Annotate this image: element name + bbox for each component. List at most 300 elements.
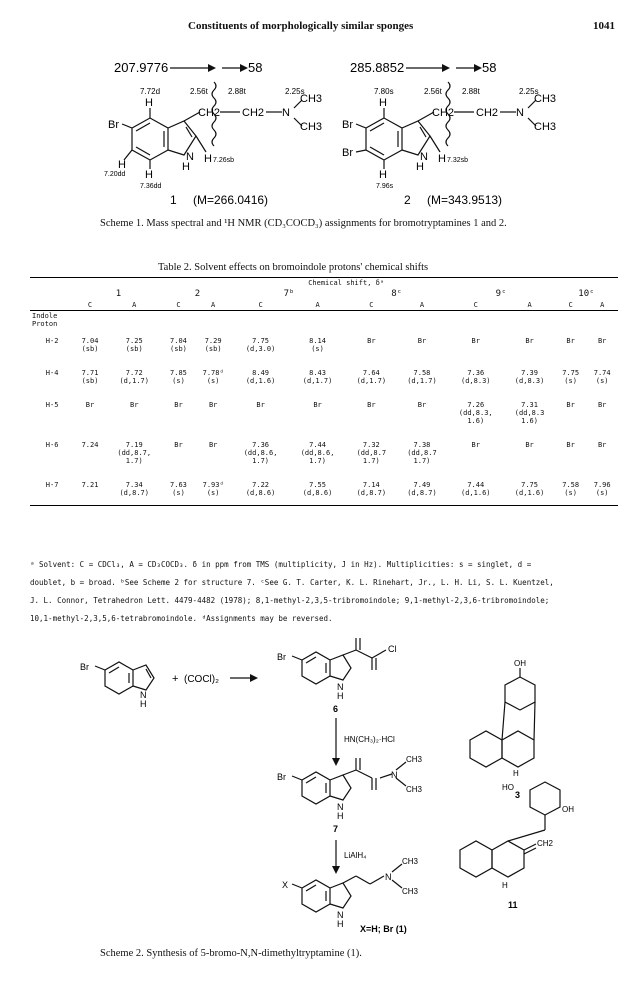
shift-cell-line: Br	[313, 401, 322, 409]
compound11-h: H	[502, 881, 508, 890]
shift-cell	[163, 433, 195, 473]
shift-cell-line: (dd,8.7,	[117, 449, 152, 457]
shift-cell	[397, 433, 448, 473]
mol2-nh: H	[416, 161, 424, 173]
shift-cell-line: Br	[525, 441, 534, 449]
shift-cell-line: (s)	[206, 489, 220, 497]
scheme2-structures	[0, 630, 624, 940]
table-row	[30, 473, 618, 506]
mol2-br-b: Br	[342, 147, 353, 159]
shift-cell	[447, 361, 504, 393]
shift-cell-line: 7.58	[413, 369, 431, 377]
proton-label: H-5	[45, 401, 59, 409]
empty-cell	[232, 311, 289, 330]
shift-cell-line: Br	[85, 401, 95, 409]
compound-header: 7ᵇ	[283, 289, 295, 299]
product-x: X	[282, 880, 289, 890]
product-n-ring: N	[337, 910, 344, 920]
shift-cell	[555, 393, 587, 433]
shift-cell-line: Br	[597, 401, 607, 409]
shift-cell-line: (sb)	[81, 377, 99, 385]
mol1-arrow-right-head	[240, 64, 248, 72]
shift-cell	[504, 473, 555, 506]
shift-cell-line: 7.63	[170, 481, 187, 489]
mol1-shift-2-25: 2.25s	[285, 87, 305, 96]
compound7-h: H	[337, 811, 344, 821]
shift-cell-line: (d,1.6)	[245, 377, 276, 385]
shift-cell	[194, 433, 232, 473]
shift-cell-line: 8.49	[252, 369, 269, 377]
shift-cell-line: (d,1.7)	[302, 377, 333, 385]
shift-cell-line: 7.04	[81, 337, 99, 345]
compound6-pyrrole-ring	[330, 655, 351, 680]
shift-cell-line: (d,1.7)	[119, 377, 149, 385]
compound3-oh: OH	[514, 659, 526, 668]
row-header-line: Proton	[32, 320, 58, 328]
shift-cell-line: (s)	[564, 377, 577, 385]
shift-cell-line: 1.7)	[413, 457, 431, 465]
shift-cell	[346, 433, 397, 473]
mol1-arrow-left-head	[208, 64, 216, 72]
table-row	[30, 393, 618, 433]
shift-cell-line: (d,1.7)	[407, 377, 437, 385]
shift-cell-line: 7.24	[81, 441, 99, 449]
mol2-frag-mass: 285.8852	[350, 60, 405, 75]
shift-cell-line: 7.25	[125, 337, 143, 345]
solvent-header: C	[74, 300, 106, 311]
shift-cell-line: (s)	[172, 377, 185, 385]
shift-cell-line: Br	[256, 401, 265, 409]
row-header	[30, 311, 74, 330]
compound7-n: N	[391, 770, 398, 780]
mol1-ch2-b: CH2	[242, 107, 265, 119]
shift-cell-line: 7.44	[467, 481, 485, 489]
shift-cell-line: Br	[566, 337, 575, 345]
shift-cell-line: 7.96	[593, 481, 611, 489]
mol2-benzene-ring	[366, 118, 402, 160]
shift-cell	[504, 361, 555, 393]
reagent-dimethylamine: HN(CH₃)₂·HCl	[344, 735, 395, 744]
shift-cell-line: 1.7)	[362, 457, 380, 465]
mol1-n: N	[282, 107, 290, 119]
mol1-h-7: H	[145, 169, 153, 181]
shift-cell-line: Br	[174, 401, 183, 409]
shift-cell-line: 7.44	[309, 441, 326, 449]
shift-cell-line: 7.32	[362, 441, 380, 449]
shift-cell	[74, 473, 106, 506]
scheme1-structures	[0, 38, 624, 213]
shift-cell-line: 1.7)	[125, 457, 143, 465]
shift-cell-line: Br	[174, 441, 183, 449]
shift-cell	[194, 393, 232, 433]
compound7-ch3-b: CH3	[406, 785, 423, 794]
mol1-h-6: H	[118, 159, 126, 171]
shift-cell	[74, 329, 106, 361]
reagent-lialh4: LiAlH₄	[344, 851, 367, 860]
shift-cell-line: 7.31	[521, 401, 538, 409]
compound7-n-ring: N	[337, 802, 344, 812]
shift-cell-line: (s)	[206, 377, 220, 385]
footnote-line: 10,1-methyl-2,3,5,6-tetrabromoindole. ᵈAssignments may be reversed.	[30, 614, 333, 623]
shift-cell-line: 7.36	[467, 369, 485, 377]
shift-cell	[555, 361, 587, 393]
shift-cell	[586, 433, 618, 473]
mol2-pyrrole-ring	[402, 121, 430, 155]
shift-cell	[232, 393, 289, 433]
shift-cell	[504, 329, 555, 361]
mol1-ch2-a: CH2	[198, 107, 221, 119]
shift-cell-line: 7.38	[413, 441, 431, 449]
table-title: Table 2. Solvent effects on bromoindole protons' chemical shifts	[158, 262, 429, 273]
compound11-oh: OH	[562, 805, 574, 814]
shift-cell-line: 7.14	[362, 481, 380, 489]
shift-cell-line: 7.58	[562, 481, 580, 489]
shift-cell-line: Br	[367, 401, 376, 409]
mol1-pyrrole-ring	[168, 121, 196, 155]
shift-cell	[447, 473, 504, 506]
compound11-label: 11	[508, 900, 518, 910]
shift-cell-line: 7.93ᵈ	[202, 481, 224, 489]
shift-cell-line: 7.71	[81, 369, 99, 377]
shift-cell-line: (sb)	[125, 345, 143, 353]
shift-cell-line: 7.34	[125, 481, 143, 489]
empty-cell	[447, 311, 504, 330]
mol2-label: 2	[404, 193, 411, 207]
mol2-shift-2-88: 2.88t	[462, 87, 480, 96]
shift-cell-line: 7.75	[562, 369, 580, 377]
shift-cell-line: 7.55	[309, 481, 326, 489]
mol2-ch2-a: CH2	[432, 107, 455, 119]
compound11-ring-a	[460, 841, 492, 877]
shift-cell	[232, 433, 289, 473]
shift-cell	[447, 329, 504, 361]
shift-cell-line: 1.7)	[252, 457, 269, 465]
shift-cell-line: (s)	[595, 377, 609, 385]
shift-cell-line: (dd,8.6,	[243, 449, 278, 457]
table-corner-cell	[30, 278, 74, 289]
footnote-line: doublet, b = broad. ᵇSee Scheme 2 for structure 7. ᶜSee G. T. Carter, K. L. Rinehart, Jr., L. H. Li, S. L. Kuentzel,	[30, 578, 554, 587]
mol1-shift-7-36: 7.36dd	[140, 183, 162, 190]
mol2-shift-2-25: 2.25s	[519, 87, 539, 96]
mol2-shift-7-96: 7.96s	[376, 183, 394, 190]
shift-cell-line: 7.85	[170, 369, 187, 377]
mol2-n: N	[516, 107, 524, 119]
table-row	[30, 329, 618, 361]
compound11-ho: HO	[502, 783, 514, 792]
mol1-h-top: H	[145, 97, 153, 109]
shift-cell-line: 7.21	[81, 481, 99, 489]
compound7-pyrrole-ring	[330, 775, 351, 800]
bromoindole-h: H	[140, 699, 147, 709]
shift-cell-line: (d,8.3)	[514, 377, 545, 385]
mol1-frag-mass: 207.9776	[114, 60, 169, 75]
mol1-br: Br	[108, 119, 119, 131]
shift-cell	[232, 361, 289, 393]
empty-cell	[289, 311, 346, 330]
mol1-mass: (M=266.0416)	[193, 193, 269, 207]
table-header-row	[30, 278, 618, 289]
shift-cell-line: Br	[597, 441, 607, 449]
mol1-ch3-a: CH3	[300, 93, 323, 105]
shift-cell-line: Br	[566, 401, 575, 409]
shift-cell-line: (sb)	[204, 345, 222, 353]
mol2-shift-2-56: 2.56t	[424, 87, 442, 96]
shift-cell	[106, 473, 163, 506]
solvent-header: A	[504, 300, 555, 311]
mol2-ch3-a: CH3	[534, 93, 557, 105]
mol1-n-ring: N	[186, 151, 194, 163]
shift-cell	[504, 393, 555, 433]
mol1-benzene-ring	[132, 118, 168, 160]
compound-header: 1	[115, 289, 122, 299]
shift-cell-line: 7.49	[413, 481, 431, 489]
shift-cell	[106, 329, 163, 361]
plus-sign: +	[172, 673, 179, 685]
empty-cell	[555, 311, 587, 330]
mol2-arrow-left-head	[442, 64, 450, 72]
shift-cell	[106, 393, 163, 433]
shift-cell-line: Br	[471, 337, 480, 345]
mol2-ch2-b: CH2	[476, 107, 499, 119]
mol1-shift-2-88: 2.88t	[228, 87, 246, 96]
solvent-header: A	[289, 300, 346, 311]
table-corner-cell	[30, 288, 74, 300]
compound11-ch2: CH2	[537, 839, 554, 848]
shift-cell-line: Br	[471, 441, 480, 449]
shift-cell-line: (s)	[595, 489, 609, 497]
compound7-br: Br	[277, 772, 286, 782]
shift-cell-line: Br	[367, 337, 376, 345]
shift-cell	[555, 433, 587, 473]
shift-cell-line: Br	[417, 401, 427, 409]
shift-cell	[232, 473, 289, 506]
running-title: Constituents of morphologically similar sponges	[188, 20, 414, 32]
empty-cell	[504, 311, 555, 330]
compound3-h: H	[513, 769, 519, 778]
shift-cell	[289, 361, 346, 393]
shift-cell	[289, 329, 346, 361]
shift-header: Chemical shift, δᵃ	[74, 278, 618, 289]
shift-cell-line: (d,8.7)	[407, 489, 437, 497]
reagent-oxalyl-chloride: (COCl)₂	[184, 674, 219, 685]
mol2-h-top: H	[379, 97, 387, 109]
proton-label: H-2	[45, 337, 59, 345]
product-h: H	[337, 919, 344, 929]
compound3-ring-b	[502, 731, 534, 767]
compound11-ring-b	[492, 841, 524, 877]
shift-cell	[289, 473, 346, 506]
shift-cell	[555, 329, 587, 361]
shift-cell-line: 7.19	[125, 441, 143, 449]
shift-cell	[106, 361, 163, 393]
row-header-row	[30, 311, 618, 330]
compound6-h: H	[337, 691, 344, 701]
product-ch3-a: CH3	[402, 857, 419, 866]
shift-cell-line: (dd,8.3,	[458, 409, 493, 417]
shift-cell	[397, 329, 448, 361]
arrow-to-6-head	[250, 674, 258, 682]
compound3-label: 3	[515, 790, 521, 800]
shift-cell-line: (d,8.3)	[461, 377, 491, 385]
shift-cell-line: Br	[525, 337, 534, 345]
solvent-header: A	[397, 300, 448, 311]
mol2-n-ring: N	[420, 151, 428, 163]
shift-cell-line: (dd,8.3	[514, 409, 545, 417]
shift-cell-line: Br	[597, 337, 607, 345]
shift-cell	[106, 433, 163, 473]
shift-cell	[586, 473, 618, 506]
mol1-shift-7-72: 7.72d	[140, 87, 161, 96]
shift-cell	[346, 473, 397, 506]
shift-cell	[447, 433, 504, 473]
compound-header: 2	[194, 289, 201, 299]
arrow-down-1-head	[332, 758, 340, 766]
page-number: 1041	[593, 20, 615, 32]
bromoindole-br: Br	[80, 662, 89, 672]
shift-cell-line: 7.75	[252, 337, 269, 345]
empty-cell	[163, 311, 195, 330]
shift-cell	[586, 329, 618, 361]
empty-cell	[194, 311, 232, 330]
shift-cell	[504, 433, 555, 473]
table-row	[30, 361, 618, 393]
mol2-shift-7-32: 7.32sb	[447, 157, 469, 164]
shift-cell-line: (s)	[172, 489, 185, 497]
shift-cell-line: 1.6)	[467, 417, 485, 425]
mol2-frag-small: 58	[482, 60, 497, 75]
shift-cell-line: Br	[208, 401, 218, 409]
shift-cell	[194, 473, 232, 506]
shift-cell-line: (d,8.6)	[302, 489, 333, 497]
shift-cell-line: (s)	[311, 345, 324, 353]
shift-cell	[397, 393, 448, 433]
shift-cell-line: Br	[417, 337, 427, 345]
shift-cell	[586, 361, 618, 393]
shift-cell-line: Br	[208, 441, 218, 449]
compound6-n: N	[337, 682, 344, 692]
arrow-down-2-head	[332, 866, 340, 874]
shift-cell-line: (dd,8.7	[407, 449, 437, 457]
shift-cell-line: 7.72	[125, 369, 143, 377]
mol2-arrow-right-head	[474, 64, 482, 72]
solvent-row	[30, 300, 618, 311]
mol1-ch3-b: CH3	[300, 121, 323, 133]
solvent-header: C	[555, 300, 587, 311]
scheme1-caption: Scheme 1. Mass spectral and ¹H NMR (CD₃COCD₃) assignments for bromotryptamines 1 and 2.	[100, 218, 507, 229]
shift-cell-line: 1.7)	[309, 457, 326, 465]
bromoindole-n: N	[140, 690, 147, 700]
solvent-header: C	[447, 300, 504, 311]
compound6-br: Br	[277, 652, 286, 662]
shift-cell	[289, 433, 346, 473]
solvent-header: A	[586, 300, 618, 311]
mol2-h-2: H	[438, 153, 446, 165]
empty-cell	[106, 311, 163, 330]
product-label: X=H; Br (1)	[360, 924, 407, 934]
compound7-ch3-a: CH3	[406, 755, 423, 764]
shift-cell-line: 1.6)	[521, 417, 538, 425]
shift-cell	[447, 393, 504, 433]
shift-cell	[397, 473, 448, 506]
mol1-nh: H	[182, 161, 190, 173]
scheme2-caption: Scheme 2. Synthesis of 5-bromo-N,N-dimethyltryptamine (1).	[100, 948, 362, 959]
table-corner-cell	[30, 300, 74, 311]
mol2-br-a: Br	[342, 119, 353, 131]
mol1-shift-7-20: 7.20dd	[104, 171, 126, 178]
shift-cell	[397, 361, 448, 393]
footnote-line: ᵃ Solvent: C = CDCl₃, A = CD₃COCD₃. δ in ppm from TMS (multiplicity, J in Hz). Multiplicities: s = singlet, d =	[30, 560, 532, 569]
shift-cell-line: 7.26	[467, 401, 485, 409]
shift-cell-line: (d,3.0)	[245, 345, 276, 353]
shift-cell	[555, 473, 587, 506]
shift-cell-line: 7.39	[521, 369, 538, 377]
empty-cell	[586, 311, 618, 330]
compound-header: 9ᶜ	[495, 289, 507, 299]
solvent-header: C	[163, 300, 195, 311]
compound3-aromatic-ring	[505, 677, 535, 710]
mol1-shift-2-56: 2.56t	[190, 87, 208, 96]
proton-label: H-4	[45, 369, 59, 377]
mol2-mass: (M=343.9513)	[427, 193, 503, 207]
shift-cell-line: Br	[566, 441, 575, 449]
empty-cell	[346, 311, 397, 330]
shift-cell-line: 7.36	[252, 441, 269, 449]
empty-cell	[397, 311, 448, 330]
shift-cell	[163, 329, 195, 361]
row-header-line: Indole	[32, 312, 58, 320]
shift-cell-line: (d,8.7)	[356, 489, 387, 497]
footnote-line: J. L. Connor, Tetrahedron Lett. 4479-4482 (1978); 8,1-methyl-2,3,5-tribromoindole; 9,1-methyl-2,3,6-tribromoindole;	[30, 596, 550, 605]
solvent-header: C	[232, 300, 289, 311]
shift-table	[30, 277, 618, 506]
shift-cell-line: Br	[130, 401, 139, 409]
mol2-shift-7-80: 7.80s	[374, 87, 394, 96]
mol1-frag-small: 58	[248, 60, 263, 75]
product-n: N	[385, 872, 392, 882]
shift-cell-line: 8.14	[309, 337, 326, 345]
shift-cell-line: 7.78ᵈ	[202, 369, 224, 377]
shift-cell-line: (d,1.6)	[514, 489, 545, 497]
solvent-header: A	[194, 300, 232, 311]
shift-cell-line: (d,8.7)	[119, 489, 149, 497]
mol1-shift-7-26: 7.26sb	[213, 157, 235, 164]
compound-header: 8ᶜ	[391, 289, 403, 299]
shift-cell	[163, 473, 195, 506]
shift-cell-line: (sb)	[81, 345, 99, 353]
mol1-label: 1	[170, 193, 177, 207]
proton-label: H-6	[45, 441, 59, 449]
mol1-h-2: H	[204, 153, 212, 165]
shift-cell	[346, 329, 397, 361]
shift-cell-line: (d,1.7)	[356, 377, 387, 385]
shift-cell	[194, 361, 232, 393]
shift-cell-line: 7.22	[252, 481, 269, 489]
mol2-ch3-b: CH3	[534, 121, 557, 133]
mol2-h-7: H	[379, 169, 387, 181]
shift-cell-line: 7.74	[593, 369, 611, 377]
shift-cell	[74, 433, 106, 473]
shift-cell-line: (d,8.6)	[245, 489, 276, 497]
shift-cell-line: 7.04	[170, 337, 187, 345]
table-row	[30, 433, 618, 473]
shift-cell	[163, 393, 195, 433]
shift-cell-line: (s)	[564, 489, 577, 497]
shift-cell	[346, 361, 397, 393]
compound6-cl: Cl	[388, 644, 397, 654]
shift-cell-line: (d,1.6)	[461, 489, 491, 497]
shift-cell	[194, 329, 232, 361]
shift-cell-line: 7.29	[204, 337, 222, 345]
